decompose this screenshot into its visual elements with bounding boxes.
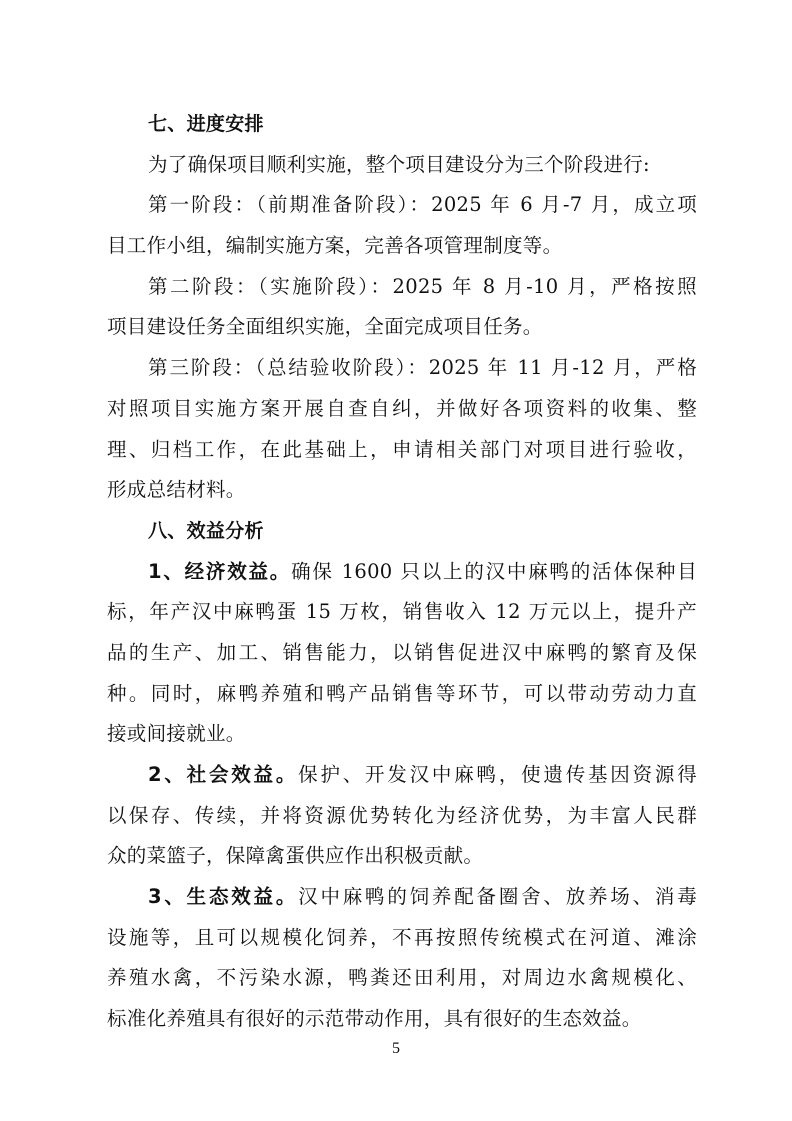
phase-3-line-1: 第三阶段：（总结验收阶段）：2025 年 11 月-12 月，严格 <box>148 356 697 380</box>
social-benefit-text: 保护、开发汉中麻鸭，使遗传基因资源得 <box>298 763 698 786</box>
phase-1-line-1: 第一阶段：（前期准备阶段）：2025 年 6 月-7 月，成立项 <box>148 193 697 217</box>
economic-benefit-text: 确保 1600 只以上的汉中麻鸭的活体保种目 <box>291 559 698 583</box>
ecological-benefit-line-1 <box>107 877 697 918</box>
phase-1-line-2: 目工作小组，编制实施方案，完善各项管理制度等。 <box>107 234 563 258</box>
phase-3-line-2: 对照项目实施方案开展自查自纠，并做好各项资料的收集、整 <box>107 396 697 420</box>
document-body <box>107 104 697 1040</box>
ecological-benefit-text: 汉中麻鸭的饲养配备圈舍、放养场、消毒 <box>298 885 698 909</box>
economic-benefit-label: 1、经济效益。 <box>148 559 292 583</box>
social-benefit-line-3: 众的菜篮子，保障禽蛋供应作出积极贡献。 <box>107 844 484 868</box>
social-benefit-label: 2、社会效益。 <box>148 763 299 786</box>
economic-benefit-line-4: 种。同时，麻鸭养殖和鸭产品销售等环节，可以带动劳动力直 <box>107 681 697 705</box>
economic-benefit-line-2: 标，年产汉中麻鸭蛋 15 万枚，销售收入 12 万元以上，提升产 <box>107 600 697 624</box>
social-benefit-line-2: 以保存、传续，并将资源优势转化为经济优势，为丰富人民群 <box>107 803 697 827</box>
economic-benefit-line-3: 品的生产、加工、销售能力，以销售促进汉中麻鸭的繁育及保 <box>107 640 697 664</box>
social-benefit-line-1 <box>107 755 697 796</box>
section-7-intro: 为了确保项目顺利实施，整个项目建设分为三个阶段进行: <box>148 152 650 176</box>
ecological-benefit-line-4: 标准化养殖具有很好的示范带动作用，具有很好的生态效益。 <box>107 1007 642 1031</box>
ecological-benefit-label: 3、生态效益。 <box>148 885 299 909</box>
economic-benefit-line-5: 接或间接就业。 <box>107 722 246 746</box>
ecological-benefit-line-3: 养殖水禽，不污染水源，鸭粪还田利用，对周边水禽规模化、 <box>107 966 697 990</box>
phase-3-line-3: 理、归档工作，在此基础上，申请相关部门对项目进行验收， <box>107 437 697 461</box>
section-8-heading: 八、效益分析 <box>148 519 264 542</box>
ecological-benefit-line-2: 设施等，且可以规模化饲养，不再按照传统模式在河道、滩涂 <box>107 925 697 949</box>
page-number: 5 <box>392 1040 400 1057</box>
phase-3-line-4: 形成总结材料。 <box>107 478 246 502</box>
section-7-heading: 七、进度安排 <box>148 113 264 135</box>
phase-2-line-2: 项目建设任务全面组织实施，全面完成项目任务。 <box>107 315 543 339</box>
economic-benefit-line-1 <box>107 552 697 593</box>
phase-2-line-1: 第二阶段：（实施阶段）：2025 年 8 月-10 月，严格按照 <box>148 274 697 298</box>
